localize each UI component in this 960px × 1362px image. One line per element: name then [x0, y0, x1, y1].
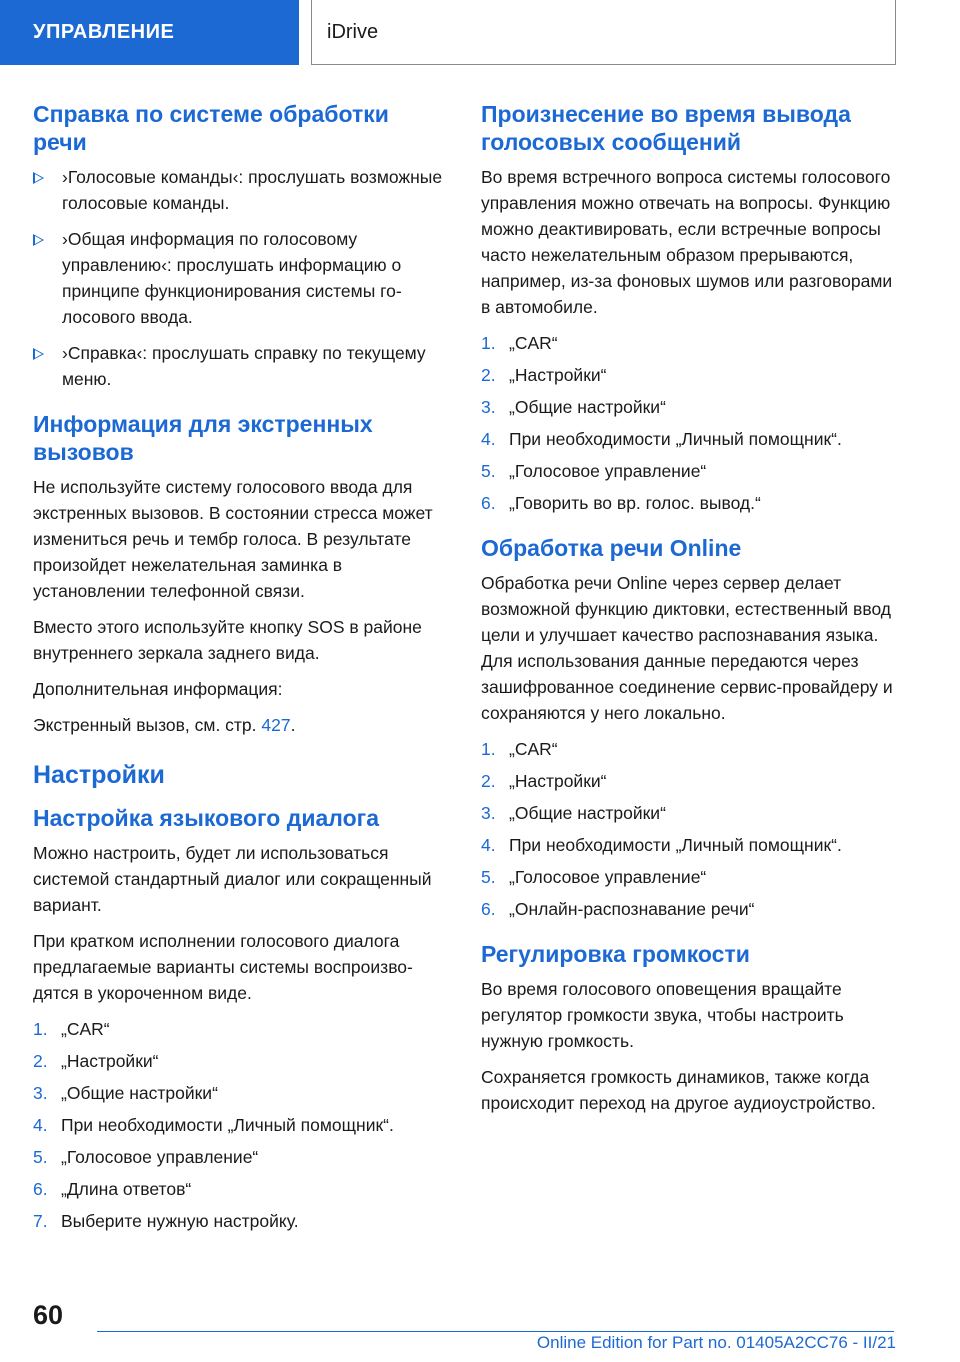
list-item: 6. „Длина ответов“	[33, 1179, 192, 1199]
triangle-bullet-icon	[33, 234, 44, 246]
heading-online: Обработка речи Online	[481, 535, 742, 561]
list-item: 1. „CAR“	[481, 333, 558, 353]
paragraph: Дополнительная информация:	[33, 679, 283, 699]
paragraph: Не используйте систему голосового ввода для экстренных вызовов. В состоянии стресса может измениться речь и тембр голоса. В результате произойдет нежелательная заминка в установлении телефонной связи.	[33, 477, 433, 601]
section-title: УПРАВЛЕНИЕ	[33, 21, 175, 43]
list-item: 2. „Настройки“	[33, 1051, 159, 1071]
list-item: 6. „Говорить во вр. голос. вывод.“	[481, 493, 761, 513]
left-column	[33, 100, 447, 1252]
paragraph: Сохраняется громкость динамиков, также когда происходит переход на другое аудиоустройство.	[481, 1067, 876, 1113]
section-tab	[0, 0, 299, 65]
list-item: 5. „Голосовое управление“	[481, 461, 707, 481]
list-item: 5. „Голосовое управление“	[481, 867, 707, 887]
heading-emergency: Информация для экстренных вызовов	[33, 411, 373, 465]
chapter-tab	[311, 0, 896, 65]
paragraph: Обработка речи Online через сервер делает возможной функцию диктовки, естественный ввод цели и улучшает качество распознавания языка. Для использования данные передаются через зашифрованное соединение сервис-провайдеру и сохраняются у него локально.	[481, 573, 893, 723]
page-link[interactable]: 427	[261, 715, 291, 735]
triangle-bullet-icon	[33, 348, 44, 360]
edition-note: Online Edition for Part no. 01405A2CC76 - II/21	[536, 1333, 896, 1352]
list-item: 6. „Онлайн-распознавание речи“	[481, 899, 755, 919]
chapter-title: iDrive	[327, 20, 379, 43]
paragraph: Вместо этого используйте кнопку SOS в районе внутреннего зеркала заднего вида.	[33, 617, 422, 663]
paragraph: Можно настроить, будет ли использоваться системой стандартный диалог или сокращенный вариант.	[33, 843, 432, 915]
paragraph: Во время встречного вопроса системы голосового управления можно отвечать на вопросы. Функцию можно деактивировать, если встречные вопросы часто нежелательным образом прерываются, например, из-за фоновых шумов или разговорами в автомобиле.	[481, 167, 893, 317]
page-number: 60	[33, 1300, 64, 1330]
online-steps	[481, 736, 895, 922]
list-item: 1. „CAR“	[481, 739, 558, 759]
heading-dialog: Настройка языкового диалога	[33, 805, 379, 831]
list-item: 7. Выберите нужную настройку.	[33, 1211, 299, 1231]
list-item: 4. При необходимости „Личный помощник“.	[481, 429, 842, 449]
list-item: 3. „Общие настройки“	[481, 397, 666, 417]
list-item: 4. При необходимости „Личный помощник“.	[33, 1115, 394, 1135]
list-item: ›Голосовые команды‹: прослушать возможные голосовые команды.	[33, 164, 447, 216]
list-item: 2. „Настройки“	[481, 771, 607, 791]
list-item: 4. При необходимости „Личный помощник“.	[481, 835, 842, 855]
list-item: 5. „Голосовое управление“	[33, 1147, 259, 1167]
list-item: 1. „CAR“	[33, 1019, 110, 1039]
list-item: 2. „Настройки“	[481, 365, 607, 385]
list-item: 3. „Общие настройки“	[33, 1083, 218, 1103]
list-item: 3. „Общие настройки“	[481, 803, 666, 823]
list-item: ›Общая информация по голосовому управлению‹: прослушать информацию о принципе функционирования системы голосового ввода.	[33, 226, 447, 330]
heading-volume: Регулировка громкости	[481, 941, 750, 967]
list-item: ›Справка‹: прослушать справку по текущему меню.	[33, 340, 447, 392]
paragraph: Во время голосового оповещения вращайте регулятор громкости звука, чтобы настроить нужную громкость.	[481, 979, 844, 1051]
heading-speech-help: Справка по системе обработки речи	[33, 101, 389, 155]
footer-divider	[97, 1331, 894, 1332]
paragraph: При кратком исполнении голосового диалога предлагаемые варианты системы воспроизводятся в укороченном виде.	[33, 931, 413, 1003]
right-column	[481, 100, 895, 1126]
dialog-steps	[33, 1016, 447, 1234]
heading-settings: Настройки	[33, 761, 165, 789]
triangle-bullet-icon	[33, 172, 44, 184]
heading-speak-during-output: Произнесение во время вывода голосовых сообщений	[481, 101, 851, 155]
cross-reference: Экстренный вызов, см. стр. 427.	[33, 715, 296, 735]
help-bullet-list	[33, 164, 447, 392]
speak-steps	[481, 330, 895, 516]
